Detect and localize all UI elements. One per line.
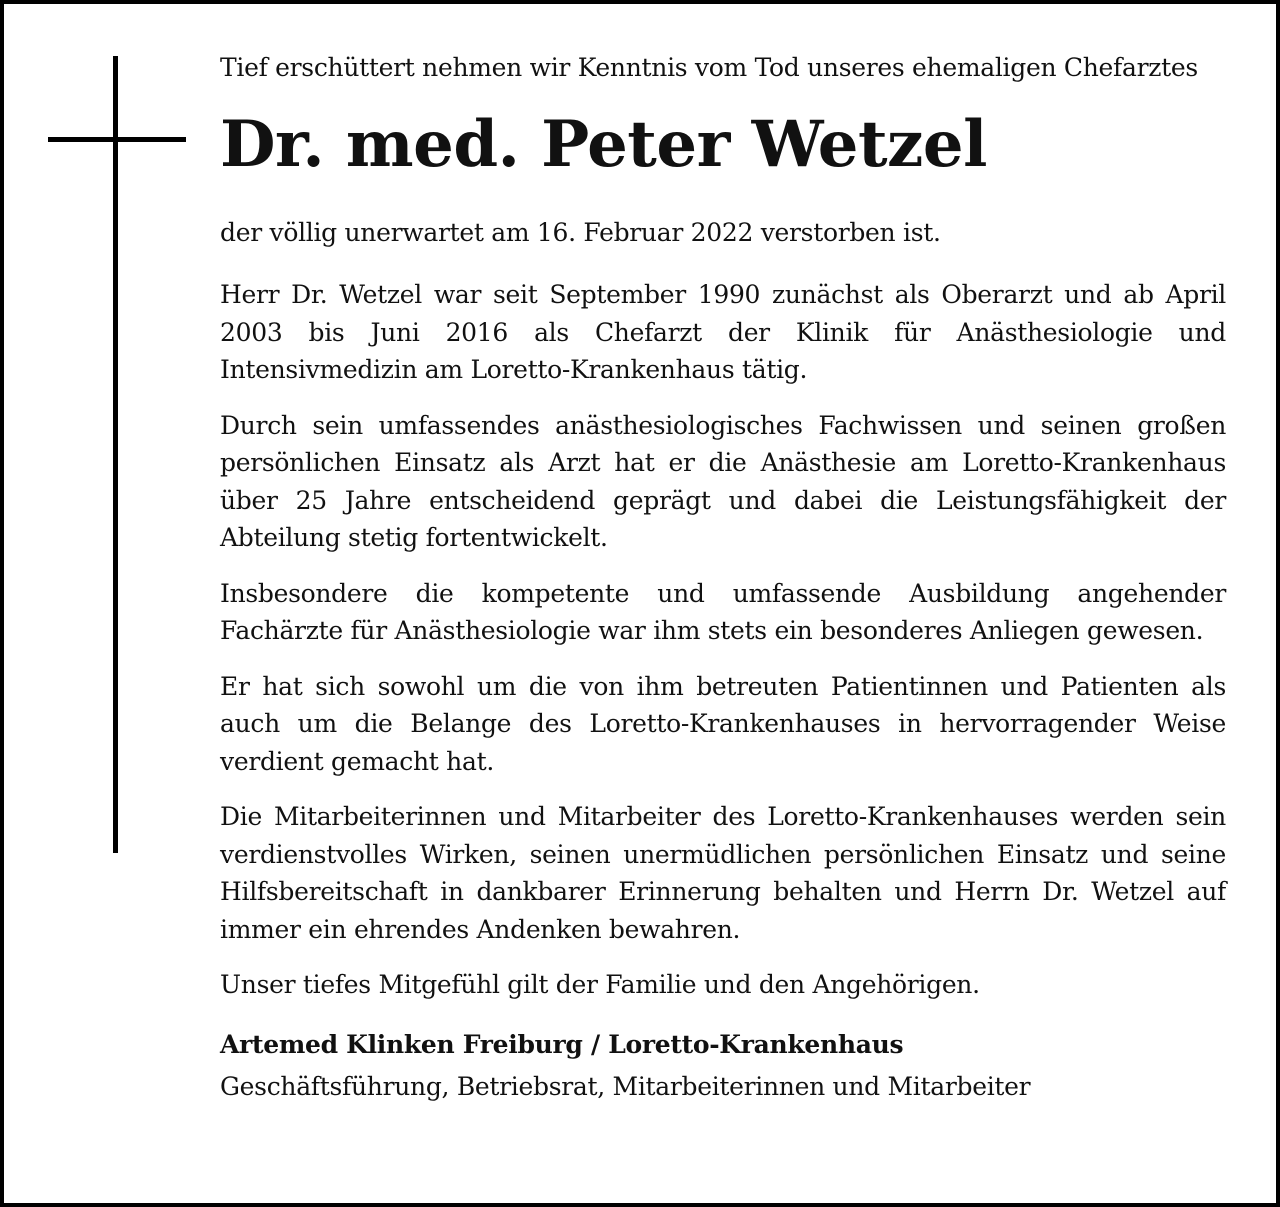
paragraph-remembrance: Die Mitarbeiterinnen und Mitarbeiter des Loretto-Krankenhauses werden sein verdienstvolles Wirken, seinen unermüdlichen persönlichen Einsatz und seine Hilfsbereitschaft in dankbarer Erinnerung behalten und Herrn Dr. Wetzel auf immer ein ehrendes Andenken bewahren. [220,802,1226,944]
paragraph-condolences: Unser tiefes Mitgefühl gilt der Familie und den Angehörigen. [220,970,980,999]
deceased-name: Dr. med. Peter Wetzel [220,107,987,182]
signature-groups: Geschäftsführung, Betriebsrat, Mitarbeiterinnen und Mitarbeiter [220,1071,1031,1101]
paragraph-training: Insbesondere die kompetente und umfassende Ausbildung angehender Fachärzte für Anästhesiologie war ihm stets ein besonderes Anliegen gewesen. [220,578,1226,645]
paragraph-merits: Er hat sich sowohl um die von ihm betreuten Patientinnen und Patienten als auch um die Belange des Loretto-Krankenhauses in hervorragender Weise verdient gemacht hat. [220,671,1226,776]
notice-content [220,49,1226,1106]
signature-block [220,1026,1226,1106]
paragraph-career: Herr Dr. Wetzel war seit September 1990 zunächst als Oberarzt und ab April 2003 bis Juni 2016 als Chefarzt der Klinik für Anästhesiologie und Intensivmedizin am Loretto-Krankenhaus tätig. [220,280,1226,384]
tribute-paragraphs [220,276,1226,1004]
signature-organization: Artemed Klinken Freiburg / Loretto-Krankenhaus [220,1029,904,1059]
cross-vertical-bar [113,56,118,853]
cross-horizontal-bar [48,137,186,142]
death-statement: der völlig unerwartet am 16. Februar 2022 verstorben ist. [220,218,941,247]
intro-line: Tief erschüttert nehmen wir Kenntnis vom Tod unseres ehemaligen Chefarztes [220,53,1198,82]
paragraph-expertise: Durch sein umfassendes anästhesiologisches Fachwissen und seinen großen persönlichen Einsatz als Arzt hat er die Anästhesie am Loretto-Krankenhaus über 25 Jahre entscheidend geprägt und dabei die Leistungsfähigkeit der Abteilung stetig fortentwickelt. [220,410,1226,552]
